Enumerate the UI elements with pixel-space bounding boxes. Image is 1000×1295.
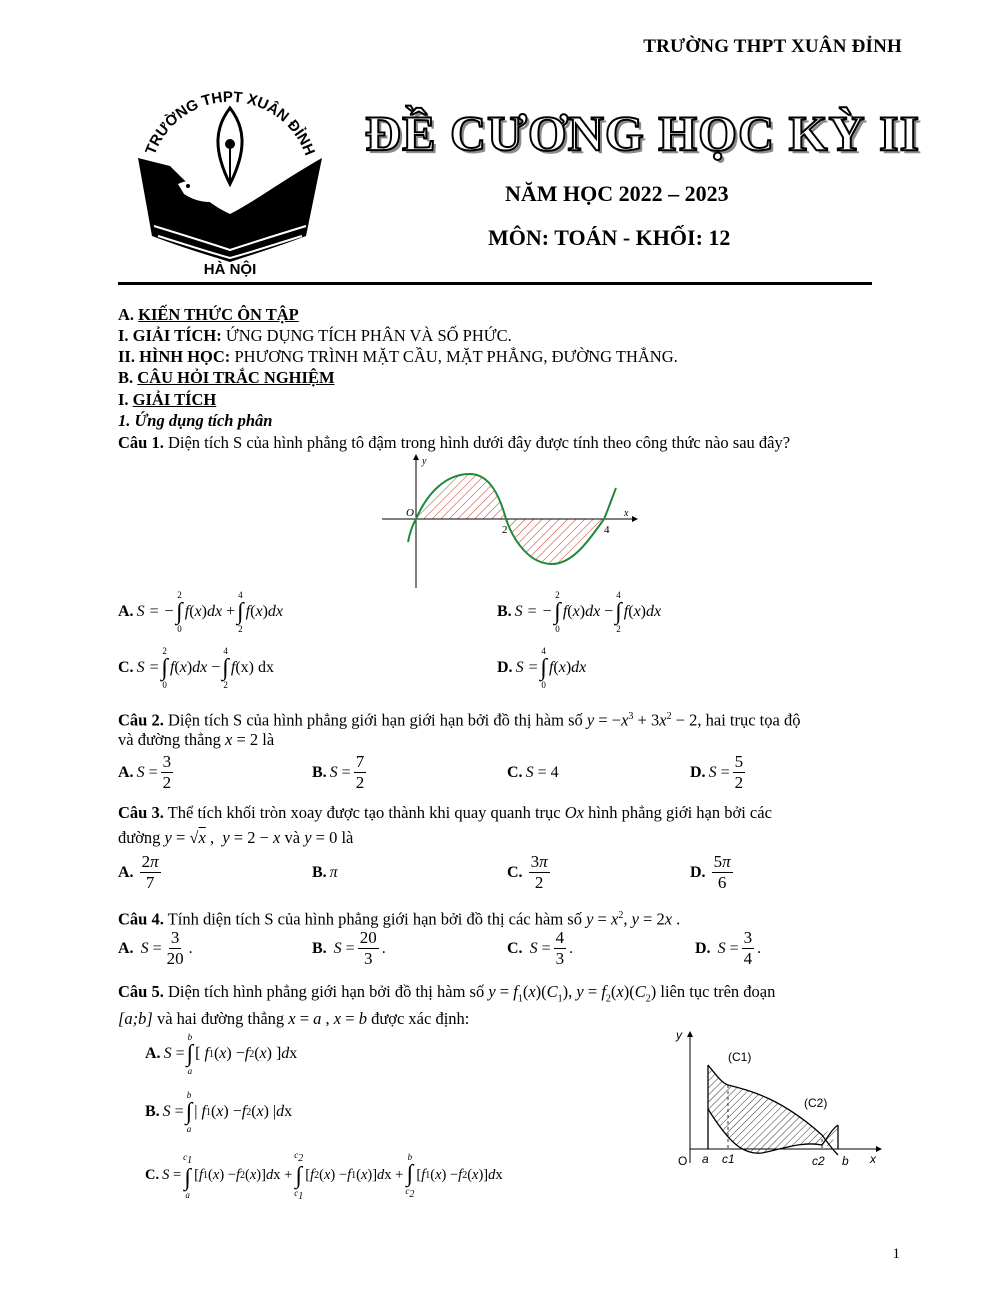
- q1-graph: [380, 452, 642, 592]
- question-2-line2: và đường thẳng x = 2 là: [118, 730, 275, 749]
- q5-origin: O: [678, 1154, 688, 1168]
- q4-answer-b: B. S = $\frac{20}{3}$ .: [312, 928, 386, 968]
- question-4: Câu 4. Tính diện tích S của hình phẳng giới hạn bởi đồ thị các hàm số $y = x^2$, y = 2x .: [118, 909, 681, 929]
- q5-answer-a: A. S = b ∫ a [ f 1 ( x ) − f 2 ( x ) ] d x: [145, 1032, 298, 1076]
- q1-origin: O: [406, 507, 414, 519]
- header-divider: [118, 282, 872, 285]
- q2-answer-d: D. S = $\frac{5}{2}$: [690, 752, 744, 792]
- q4-answer-c: C. S = $\frac{4}{3}$ .: [507, 928, 574, 968]
- section-a-ii: II. HÌNH HỌC: PHƯƠNG TRÌNH MẶT CẦU, MẶT PHẲNG, ĐƯỜNG THẲNG.: [118, 347, 678, 366]
- document-title: ĐỀ CƯƠNG HỌC KỲ II: [365, 105, 921, 161]
- section-b-i: I. GIẢI TÍCH: [118, 390, 217, 409]
- q2-answer-a: A. S = $\frac{3}{2}$: [118, 752, 172, 792]
- q5-c2-label: c2: [812, 1154, 825, 1168]
- q4-answer-d: D. S = $\frac{3}{4}$ .: [695, 928, 762, 968]
- q3-answer-d: D. $\frac{5\pi}{6}$: [690, 852, 731, 892]
- q1-answer-a: A. S = − 2 ∫ 0 f ( x ) dx + 4 ∫ 2 f ( x ) dx: [118, 590, 283, 634]
- q5-c2-curve-label: (C2): [804, 1096, 828, 1110]
- subsection-1: 1. Ứng dụng tích phân: [118, 411, 273, 430]
- q5-c1-label: c1: [722, 1152, 735, 1166]
- section-a-i: I. GIẢI TÍCH: ỨNG DỤNG TÍCH PHÂN VÀ SỐ PHỨC.: [118, 326, 512, 345]
- q5-c1-curve-label: (C1): [728, 1050, 752, 1064]
- q1-answer-d: D. S = 4 ∫ 0 f ( x ) dx: [497, 646, 587, 690]
- question-5-line2: [a;b] và hai đường thẳng x = a , x = b được xác định:: [118, 1009, 470, 1028]
- question-2: Câu 2. Diện tích S của hình phẳng giới hạn giới hạn bởi đồ thị hàm số $y = -x^3 + 3x^2 - 2$, hai trục tọa độ: [118, 710, 801, 730]
- subject-grade: MÔN: TOÁN - KHỐI: 12: [488, 225, 731, 250]
- logo-bottom-text: HÀ NỘI: [203, 261, 257, 278]
- question-1: Câu 1. Diện tích S của hình phẳng tô đậm trong hình dưới đây được tính theo công thức nào sau đây?: [118, 433, 791, 452]
- q5-x-label: x: [870, 1152, 876, 1166]
- q1-y-label: y: [422, 456, 427, 467]
- page-number: 1: [892, 1246, 900, 1262]
- q5-a-label: a: [702, 1152, 709, 1166]
- q1-x-label: x: [624, 508, 629, 519]
- school-logo: [130, 86, 330, 278]
- section-b: B. CÂU HỎI TRẮC NGHIỆM: [118, 368, 335, 387]
- logo-arc-text: TRƯỜNG THPT XUÂN ĐỈNH: [142, 88, 319, 158]
- question-5: Câu 5. Diện tích hình phẳng giới hạn bởi đồ thị hàm số $y = f_1(x)(C_1)$, $y = f_2(x)(C_2)$ liên tục trên đoạn: [118, 982, 776, 1005]
- q2-answer-c: C. S = 4: [507, 764, 559, 781]
- q1-answer-c: C. S = 2 ∫ 0 f ( x ) dx − 4 ∫ 2 f (x) dx: [118, 646, 274, 690]
- q3-answer-c: C. $\frac{3\pi}{2}$: [507, 852, 548, 892]
- q4-answer-a: A. S = $\frac{3}{20}$ .: [118, 928, 193, 968]
- q1-tick-4: 4: [604, 524, 610, 536]
- q5-y-label: y: [676, 1028, 682, 1042]
- school-year: NĂM HỌC 2022 – 2023: [505, 181, 729, 206]
- q1-tick-2: 2: [502, 524, 508, 536]
- q2-answer-b: B. S = $\frac{7}{2}$: [312, 752, 365, 792]
- school-name: TRƯỜNG THPT XUÂN ĐỈNH: [643, 36, 902, 57]
- section-a: A. KIẾN THỨC ÔN TẬP: [118, 305, 299, 324]
- q1-answer-b: B. S = − 2 ∫ 0 f ( x ) dx − 4 ∫ 2 f ( x ) dx: [497, 590, 662, 634]
- question-3-line2: đường y = √x , y = 2 − x và y = 0 là: [118, 828, 354, 847]
- q3-answer-b: B. π: [312, 864, 338, 881]
- q5-graph: [672, 1025, 884, 1175]
- question-3: Câu 3. Thể tích khối tròn xoay được tạo thành khi quay quanh trục Ox hình phẳng giới hạn bởi các: [118, 803, 772, 822]
- q5-answer-c: C. S = $c_1$ ∫ a [ f 1 ( x ) − f 2 ( x )] d x + $c_2$ ∫ $c_1$ [ f 2 ( x ) − f 1 ( x )] d x + b ∫ $c_2$ [ f 1 ( x ) − f 2 ( x )] d x: [145, 1150, 503, 1202]
- q5-answer-b: B. S = b ∫ a | f 1 ( x ) − f 2 ( x ) | d x: [145, 1090, 293, 1134]
- q3-answer-a: A. $\frac{2\pi}{7}$: [118, 852, 159, 892]
- q5-b-label: b: [842, 1154, 849, 1168]
